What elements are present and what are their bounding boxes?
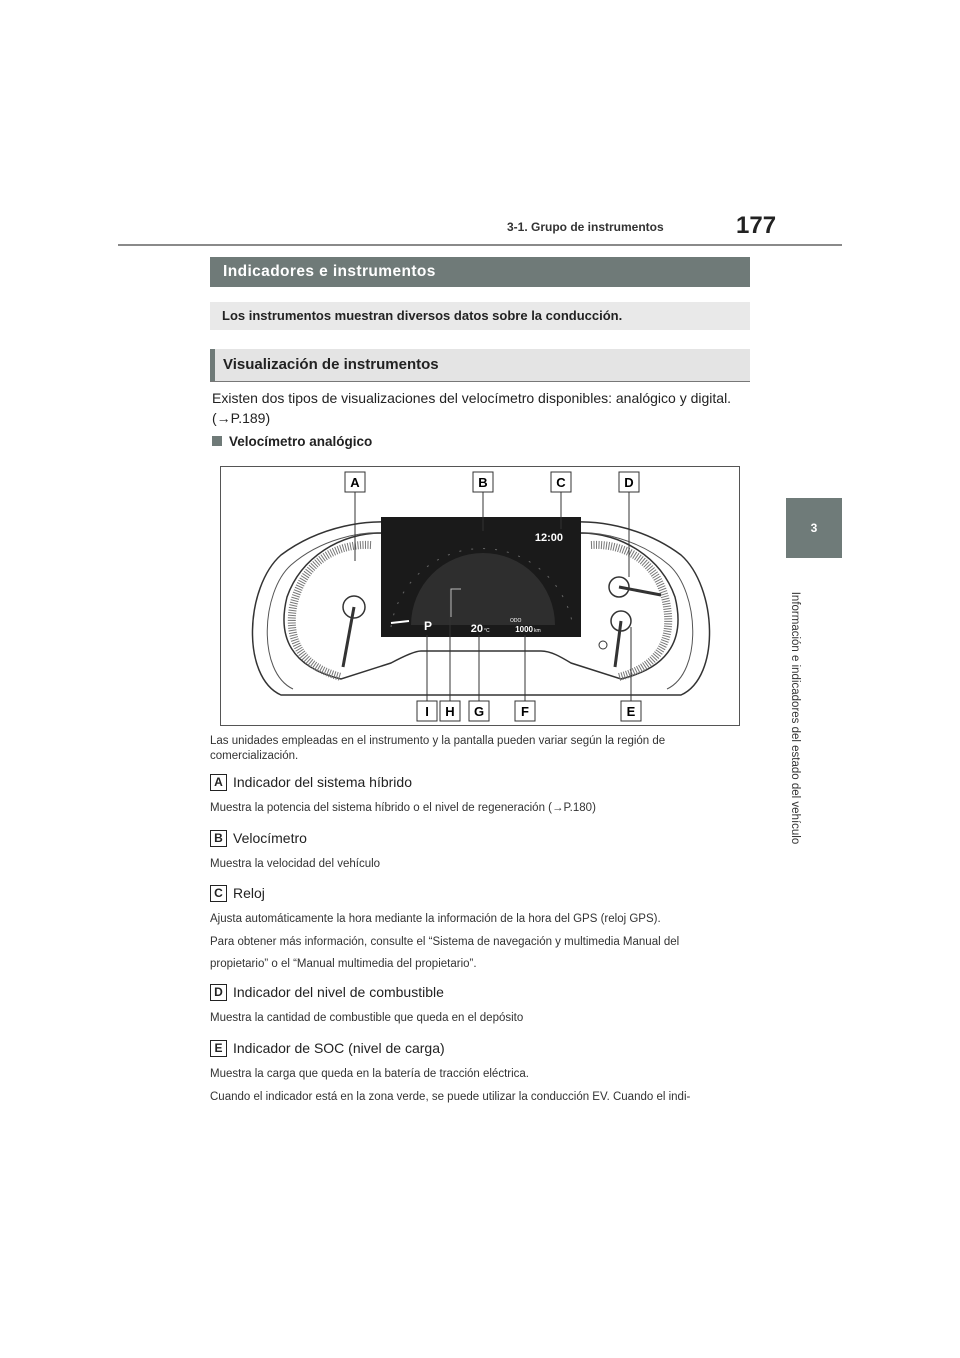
callout-f: F — [521, 704, 529, 719]
paragraph-line-2: (→P.189) — [212, 410, 271, 426]
chapter-title: Información e indicadores del estado del vehículo — [789, 591, 801, 845]
odo-unit: km — [534, 628, 541, 634]
odo-display: 1000 — [515, 625, 533, 634]
item-b-heading — [210, 828, 307, 848]
square-bullet-icon — [212, 436, 222, 446]
paragraph-line-1: Existen dos tipos de visualizaciones del velocímetro disponibles: analógico y digital. — [212, 390, 732, 406]
callout-e: E — [626, 704, 636, 719]
callout-a: A — [350, 475, 360, 490]
chapter-number: 3 — [810, 521, 818, 535]
odo-label: ODO — [510, 618, 522, 624]
callout-d: D — [624, 475, 634, 490]
callout-b: B — [478, 475, 488, 490]
subheading-rule — [210, 381, 750, 382]
temperature-unit: °C — [484, 628, 490, 634]
callout-g: G — [473, 704, 485, 719]
item-d-desc: Muestra la cantidad de combustible que queda en el depósito — [210, 1012, 524, 1024]
clock-display: 12:00 — [534, 532, 563, 544]
item-c-letter: C — [210, 885, 227, 902]
item-e-title: Indicador de SOC (nivel de carga) — [233, 1040, 445, 1056]
section-title: 3-1. Grupo de instrumentos — [507, 220, 664, 234]
fuel-soc-scale — [591, 545, 668, 677]
item-b-title: Velocímetro — [233, 830, 307, 846]
chapter-tab — [786, 498, 842, 558]
item-d-letter: D — [210, 984, 227, 1001]
item-d-heading — [210, 982, 444, 1002]
analog-speedometer-title — [212, 434, 372, 449]
item-d-title: Indicador del nivel de combustible — [233, 984, 444, 1000]
item-a-letter: A — [210, 774, 227, 791]
item-e-desc-2: Cuando el indicador está en la zona verde, se puede utilizar la conducción EV. Cuando el indi- — [210, 1091, 691, 1103]
item-e-heading — [210, 1038, 445, 1058]
instrument-cluster-figure — [220, 466, 740, 726]
item-b-desc: Muestra la velocidad del vehículo — [210, 858, 381, 870]
item-c-desc-1: Ajusta automáticamente la hora mediante la información de la hora del GPS (reloj GPS). — [210, 913, 661, 925]
analog-speedometer-label: Velocímetro analógico — [229, 434, 373, 449]
note-line-1: Las unidades empleadas en el instrumento y la pantalla pueden variar según la región de — [210, 735, 666, 747]
temperature-display: 20 — [470, 623, 483, 635]
item-e-desc-1: Muestra la carga que queda en la batería de tracción eléctrica. — [210, 1068, 529, 1080]
indicator-dot — [599, 641, 607, 649]
intro-bar: Los instrumentos muestran diversos datos sobre la conducción. — [210, 302, 750, 330]
item-c-heading — [210, 883, 265, 903]
callout-h: H — [445, 704, 455, 719]
header-rule — [118, 244, 842, 246]
shell-inner-right — [574, 533, 693, 689]
instrument-cluster-illustration — [221, 467, 739, 725]
item-b-letter: B — [210, 830, 227, 847]
callout-c: C — [556, 475, 566, 490]
main-heading: Indicadores e instrumentos — [210, 257, 750, 287]
gear-display: P — [423, 619, 433, 633]
page-number: 177 — [736, 212, 777, 239]
subheading: Visualización de instrumentos — [210, 349, 750, 381]
item-c-title: Reloj — [233, 885, 265, 901]
item-a-heading — [210, 772, 412, 792]
note-line-2: comercialización. — [210, 750, 299, 762]
chapter-title-wrap — [775, 558, 815, 878]
item-a-desc: Muestra la potencia del sistema híbrido o el nivel de regeneración (→P.180) — [210, 802, 596, 814]
item-e-letter: E — [210, 1040, 227, 1057]
callout-i: I — [425, 704, 429, 719]
item-c-desc-3: propietario” o el “Manual multimedia del propietario”. — [210, 958, 477, 970]
item-c-desc-2: Para obtener más información, consulte el “Sistema de navegación y multimedia Manual del — [210, 936, 680, 948]
item-a-title: Indicador del sistema híbrido — [233, 774, 412, 790]
